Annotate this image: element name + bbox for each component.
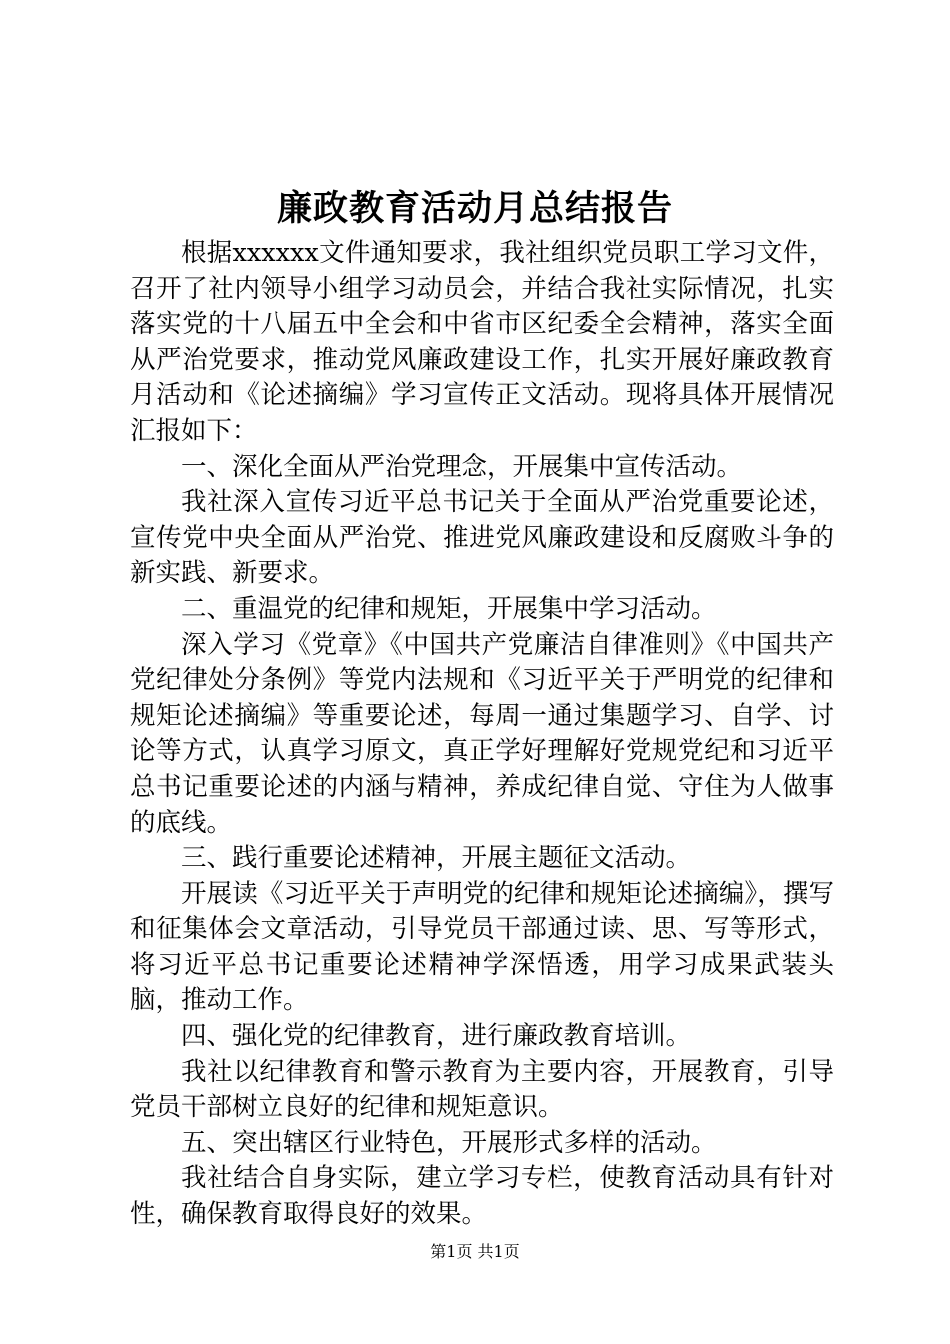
- intro-paragraph: 根据xxxxxx文件通知要求，我社组织党员职工学习文件，召开了社内领导小组学习动员会，并结合我社实际情况，扎实落实党的十八届五中全会和中省市区纪委全会精神，落实全面从严治党要求，推动党风廉政建设工作，扎实开展好廉政教育月活动和《论述摘编》学习宣传正文活动。现将具体开展情况汇报如下：: [130, 238, 834, 446]
- section-body-2: 深入学习《党章》《中国共产党廉洁自律准则》《中国共产党纪律处分条例》等党内法规和《习近平关于严明党的纪律和规矩论述摘编》等重要论述，每周一通过集题学习、自学、讨论等方式，认真学习原文，真正学好理解好党规党纪和习近平总书记重要论述的内涵与精神，养成纪律自觉、守住为人做事的底线。: [130, 629, 834, 838]
- section-heading-4: 四、强化党的纪律教育，进行廉政教育培训。: [181, 1021, 692, 1052]
- section-heading-5: 五、突出辖区行业特色，开展形式多样的活动。: [181, 1127, 717, 1158]
- page-number-footer: 第1页 共1页: [430, 1242, 520, 1261]
- section-heading-2: 二、重温党的纪律和规矩，开展集中学习活动。: [181, 593, 717, 624]
- section-body-4: 我社以纪律教育和警示教育为主要内容，开展教育，引导党员干部树立良好的纪律和规矩意识。: [130, 1056, 834, 1123]
- section-heading-3: 三、践行重要论述精神，开展主题征文活动。: [181, 843, 692, 874]
- section-heading-1: 一、深化全面从严治党理念，开展集中宣传活动。: [181, 451, 743, 482]
- section-body-5: 我社结合自身实际，建立学习专栏，使教育活动具有针对性，确保教育取得良好的效果。: [130, 1163, 834, 1230]
- document-body: [130, 236, 834, 1233]
- section-body-1: 我社深入宣传习近平总书记关于全面从严治党重要论述，宣传党中央全面从严治党、推进党风廉政建设和反腐败斗争的新实践、新要求。: [130, 487, 834, 589]
- section-body-3: 开展读《习近平关于声明党的纪律和规矩论述摘编》，撰写和征集体会文章活动，引导党员干部通过读、思、写等形式，将习近平总书记重要论述精神学深悟透，用学习成果武装头脑，推动工作。: [130, 878, 834, 1016]
- document-title: 廉政教育活动月总结报告: [276, 188, 673, 229]
